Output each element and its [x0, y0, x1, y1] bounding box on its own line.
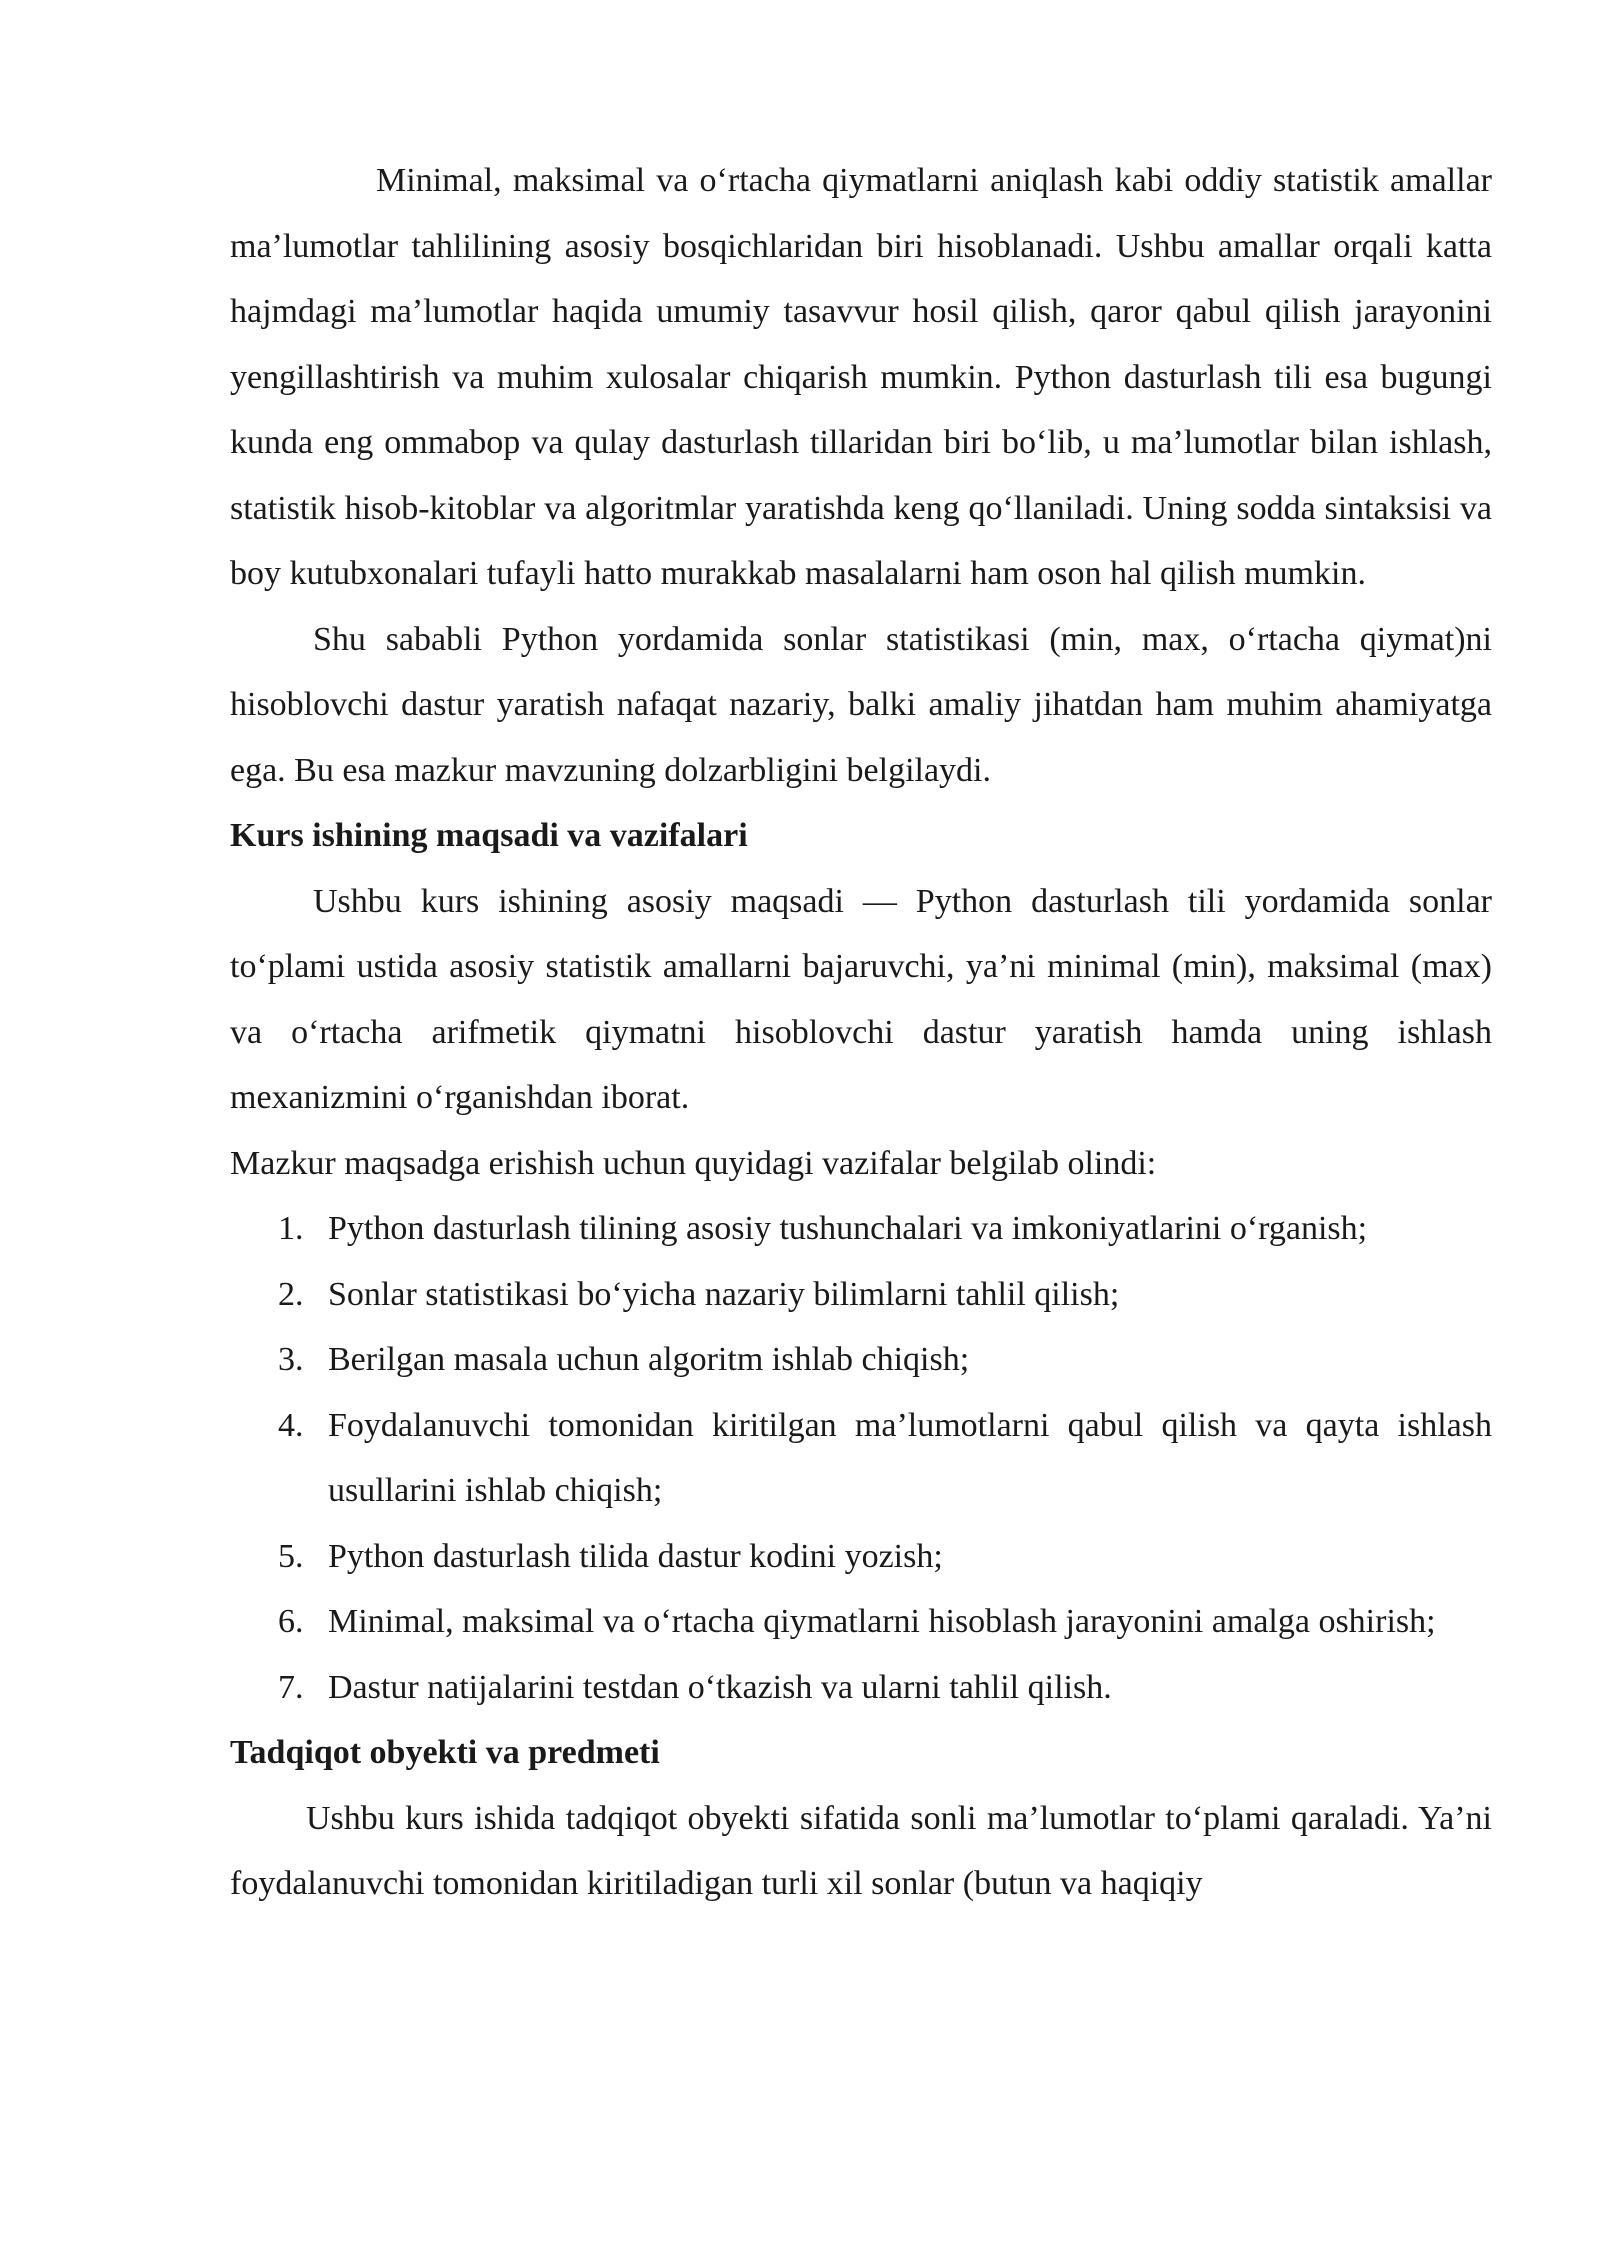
section-heading-goal: Kurs ishining maqsadi va vazifalari	[230, 817, 748, 854]
list-item	[230, 1262, 1492, 1328]
section-heading-object: Tadqiqot obyekti va predmeti	[230, 1734, 660, 1771]
list-item	[230, 1196, 1492, 1262]
list-item-number: 7.	[278, 1668, 304, 1706]
list-item	[230, 1655, 1492, 1721]
tasks-intro: Mazkur maqsadga erishish uchun quyidagi vazifalar belgilab olindi:	[230, 1144, 1157, 1182]
list-item-number: 6.	[278, 1603, 304, 1640]
list-item-text: Foydalanuvchi tomonidan kiritilgan ma’lumotlarni qabul qilish va qayta ishlash usullarini ishlab chiqish;	[328, 1406, 1492, 1509]
list-item-text: Python dasturlash tilida dastur kodini yozish;	[328, 1537, 943, 1575]
document-body	[230, 148, 1492, 1917]
list-item-number: 5.	[278, 1537, 304, 1575]
intro-paragraph-2: Shu sababli Python yordamida sonlar statistikasi (min, max, o‘rtacha qiymat)ni hisoblovchi dastur yaratish nafaqat nazariy, balki amaliy jihatdan ham muhim ahamiyatga ega. Bu esa mazkur mavzuning dolzarbligini belgilaydi.	[230, 620, 1492, 789]
tasks-list	[230, 1196, 1492, 1720]
list-item-text: Minimal, maksimal va o‘rtacha qiymatlarni hisoblash jarayonini amalga oshirish;	[328, 1603, 1436, 1640]
object-paragraph: Ushbu kurs ishida tadqiqot obyekti sifatida sonli ma’lumotlar to‘plami qaraladi. Ya’ni foydalanuvchi tomonidan kiritiladigan turli xil sonlar (butun va haqiqiy	[230, 1799, 1492, 1902]
list-item-number: 1.	[278, 1210, 304, 1247]
list-item-text: Berilgan masala uchun algoritm ishlab chiqish;	[328, 1341, 970, 1378]
intro-paragraph-1: Minimal, maksimal va o‘rtacha qiymatlarni aniqlash kabi oddiy statistik amallar ma’lumotlar tahlilining asosiy bosqichlaridan biri hisoblanadi. Ushbu amallar orqali katta hajmdagi ma’lumotlar haqida umumiy tasavvur hosil qilish, qaror qabul qilish jarayonini yengillashtirish va muhim xulosalar chiqarish mumkin. Python dasturlash tili esa bugungi kunda eng ommabop va qulay dasturlash tillaridan biri bo‘lib, u ma’lumotlar bilan ishlash, statistik hisob-kitoblar va algoritmlar yaratishda keng qo‘llaniladi. Uning sodda sintaksisi va boy kutubxonalari tufayli hatto murakkab masalalarni ham oson hal qilish mumkin.	[230, 162, 1492, 592]
list-item	[230, 1327, 1492, 1393]
list-item-number: 4.	[278, 1406, 304, 1444]
list-item	[230, 1393, 1492, 1524]
list-item	[230, 1524, 1492, 1590]
list-item	[230, 1589, 1492, 1655]
list-item-text: Dastur natijalarini testdan o‘tkazish va ularni tahlil qilish.	[328, 1668, 1112, 1706]
list-item-number: 2.	[278, 1275, 304, 1313]
list-item-text: Sonlar statistikasi bo‘yicha nazariy bilimlarni tahlil qilish;	[328, 1275, 1120, 1313]
list-item-number: 3.	[278, 1341, 304, 1378]
list-item-text: Python dasturlash tilining asosiy tushunchalari va imkoniyatlarini o‘rganish;	[328, 1210, 1368, 1247]
goal-paragraph: Ushbu kurs ishining asosiy maqsadi — Python dasturlash tili yordamida sonlar to‘plami ustida asosiy statistik amallarni bajaruvchi, ya’ni minimal (min), maksimal (max) va o‘rtacha arifmetik qiymatni hisoblovchi dastur yaratish hamda uning ishlash mexanizmini o‘rganishdan iborat.	[230, 882, 1492, 1116]
